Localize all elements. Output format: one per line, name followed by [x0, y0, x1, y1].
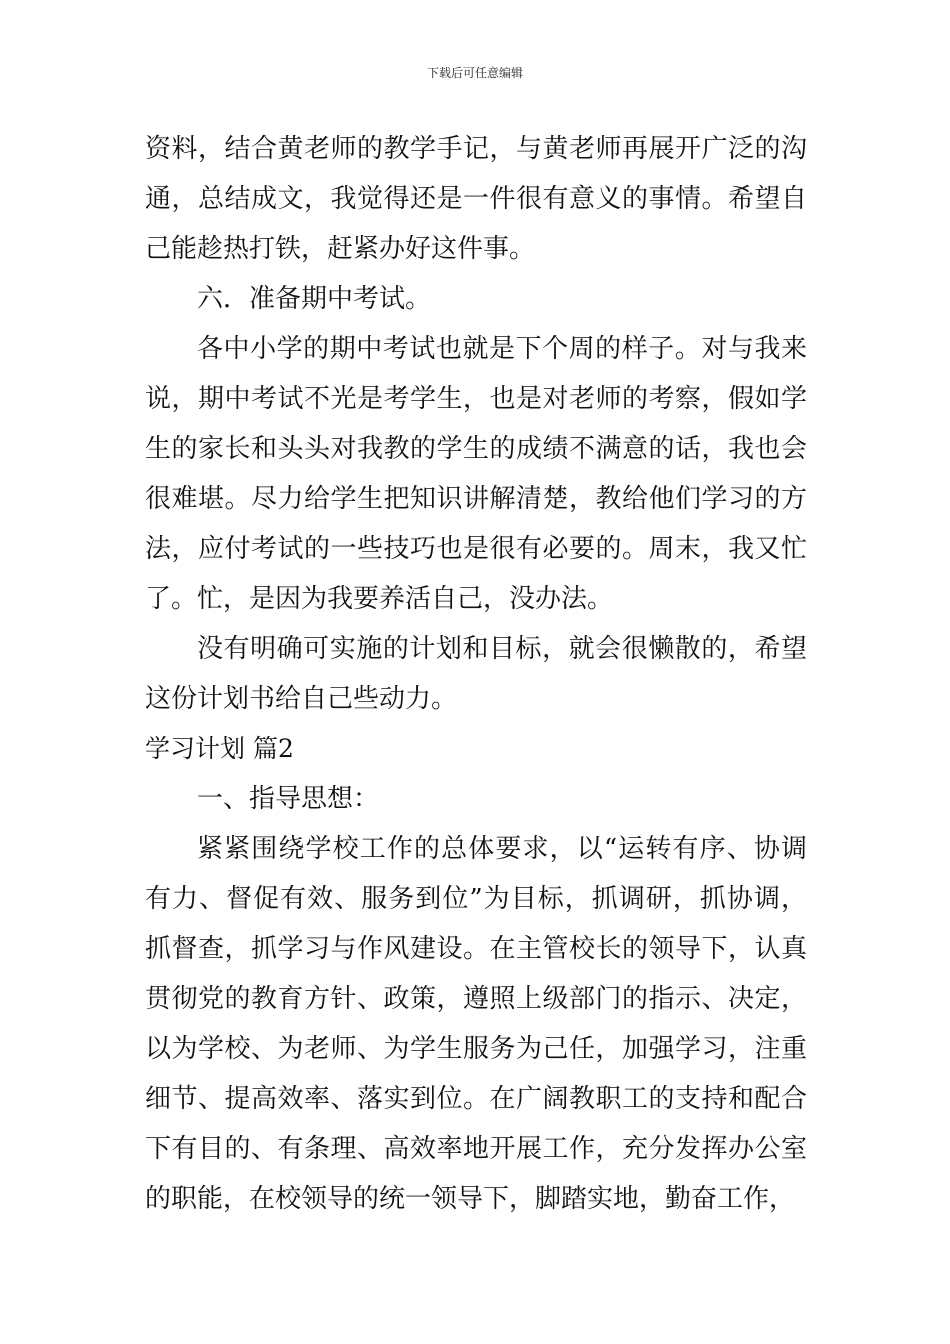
heading-guiding-ideology: 一、指导思想： [197, 784, 380, 814]
section-title: 学习计划 篇2 [145, 734, 294, 763]
paragraph-guiding-ideology: 紧紧围绕学校工作的总体要求，以“运转有序、协调有力、督促有效、服务到位”为目标，抓调研，抓协调，抓督查，抓学习与作风建设。在主管校长的领导下，认真贯彻党的教育方针、政策，遵照上级部门的指示、决定，以为学校、为老师、为学生服务为己任，加强学习，注重细节、提高效率、落实到位。在广阔教职工的支持和配合下有目的、有条理、高效率地开展工作，充分发挥办公室的职能，在校领导的统一领导下，脚踏实地，勤奋工作， [145, 834, 807, 1214]
heading-prepare-midterm: 六．准备期中考试。 [197, 284, 432, 314]
paragraph-plan-motivation: 没有明确可实施的计划和目标，就会很懒散的，希望这份计划书给自己些动力。 [145, 634, 807, 714]
document-body [145, 124, 807, 1224]
paragraph-midterm: 各中小学的期中考试也就是下个周的样子。对与我来说，期中考试不光是考学生，也是对老师的考察，假如学生的家长和头头对我教的学生的成绩不满意的话，我也会很难堪。尽力给学生把知识讲解清楚，教给他们学习的方法，应付考试的一些技巧也是很有必要的。周末，我又忙了。忙，是因为我要养活自己，没办法。 [145, 334, 807, 614]
page-header-note: 下载后可任意编辑 [426, 66, 523, 80]
paragraph-continuation: 资料，结合黄老师的教学手记，与黄老师再展开广泛的沟通，总结成文，我觉得还是一件很有意义的事情。希望自己能趁热打铁，赶紧办好这件事。 [145, 134, 807, 264]
